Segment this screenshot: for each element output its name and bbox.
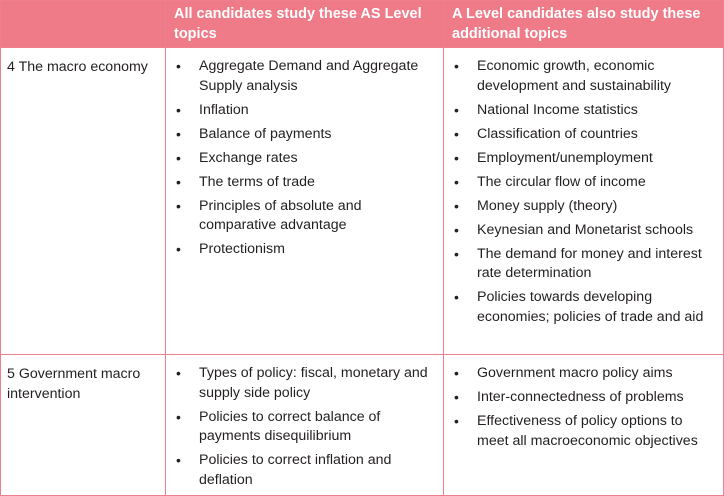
list-item-text: The circular flow of income: [477, 173, 646, 190]
list-item-text: Effectiveness of policy options to meet all macroeconomic objectives: [477, 413, 698, 449]
bullet-icon: •: [454, 365, 459, 381]
list-item-text: Employment/unemployment: [477, 149, 653, 166]
topic-cell: 5 Government macro intervention: [1, 355, 166, 496]
as-level-cell: [166, 48, 444, 355]
bullet-icon: •: [454, 245, 459, 262]
list-item-text: Aggregate Demand and Aggregate Supply analysis: [199, 58, 419, 94]
bullet-icon: •: [176, 365, 181, 381]
bullet-icon: •: [454, 58, 459, 74]
a-level-list: [452, 57, 717, 327]
list-item: [452, 388, 717, 408]
list-item: [174, 149, 437, 169]
list-item: [174, 408, 437, 447]
list-item-text: The terms of trade: [199, 173, 315, 190]
list-item: [174, 173, 437, 193]
topic-cell: 4 The macro economy: [1, 48, 166, 355]
list-item: [452, 221, 717, 241]
list-item: [174, 197, 437, 236]
list-item-text: Types of policy: fiscal, monetary and supply side policy: [199, 365, 428, 401]
list-item: [452, 197, 717, 217]
as-level-cell: [166, 355, 444, 496]
list-item-text: Government macro policy aims: [477, 365, 673, 381]
a-level-list: [452, 364, 717, 451]
list-item: [452, 364, 717, 384]
list-item: [452, 101, 717, 121]
table-row: [1, 355, 724, 496]
list-item: [174, 57, 437, 96]
bullet-icon: •: [176, 173, 181, 190]
bullet-icon: •: [176, 125, 181, 142]
list-item: [452, 412, 717, 451]
list-item-text: Inflation: [199, 101, 249, 118]
list-item: [452, 245, 717, 284]
list-item-text: Policies to correct balance of payments disequilibrium: [199, 408, 381, 444]
list-item: [174, 364, 437, 403]
list-item-text: Principles of absolute and comparative advantage: [199, 197, 362, 233]
bullet-icon: •: [176, 197, 181, 214]
header-a-level: A Level candidates also study these additional topics: [444, 1, 724, 48]
bullet-icon: •: [176, 452, 181, 468]
bullet-icon: •: [176, 58, 181, 74]
bullet-icon: •: [454, 289, 459, 305]
list-item: [174, 101, 437, 121]
header-row: [1, 1, 724, 48]
list-item: [174, 240, 437, 260]
list-item-text: Exchange rates: [199, 149, 298, 166]
list-item-text: Economic growth, economic development and sustainability: [477, 58, 672, 94]
list-item: [174, 125, 437, 145]
bullet-icon: •: [454, 149, 459, 166]
list-item-text: The demand for money and interest rate determination: [477, 245, 702, 281]
as-level-list: [174, 364, 437, 490]
table-row: [1, 48, 724, 355]
list-item: [452, 125, 717, 145]
bullet-icon: •: [454, 125, 459, 142]
as-level-list: [174, 57, 437, 260]
list-item-text: Inter-connectedness of problems: [477, 389, 684, 405]
bullet-icon: •: [176, 241, 181, 257]
bullet-icon: •: [454, 173, 459, 190]
list-item-text: Keynesian and Monetarist schools: [477, 221, 694, 238]
list-item-text: Protectionism: [199, 241, 285, 257]
bullet-icon: •: [454, 101, 459, 118]
bullet-icon: •: [454, 221, 459, 238]
list-item: [452, 173, 717, 193]
header-topic-cell: [1, 1, 166, 48]
list-item-text: Policies towards developing economies; policies of trade and aid: [477, 289, 704, 325]
list-item-text: National Income statistics: [477, 101, 638, 118]
bullet-icon: •: [454, 389, 459, 405]
list-item: [174, 451, 437, 490]
list-item: [452, 149, 717, 169]
list-item-text: Policies to correct inflation and deflation: [199, 452, 392, 488]
list-item-text: Classification of countries: [477, 125, 638, 142]
bullet-icon: •: [176, 149, 181, 166]
bullet-icon: •: [176, 101, 181, 118]
bullet-icon: •: [454, 197, 459, 214]
list-item: [452, 288, 717, 327]
list-item-text: Balance of payments: [199, 125, 332, 142]
list-item-text: Money supply (theory): [477, 197, 618, 214]
a-level-cell: [444, 48, 724, 355]
bullet-icon: •: [454, 413, 459, 429]
header-as-level: All candidates study these AS Level topics: [166, 1, 444, 48]
bullet-icon: •: [176, 408, 181, 425]
a-level-cell: [444, 355, 724, 496]
list-item: [452, 57, 717, 96]
